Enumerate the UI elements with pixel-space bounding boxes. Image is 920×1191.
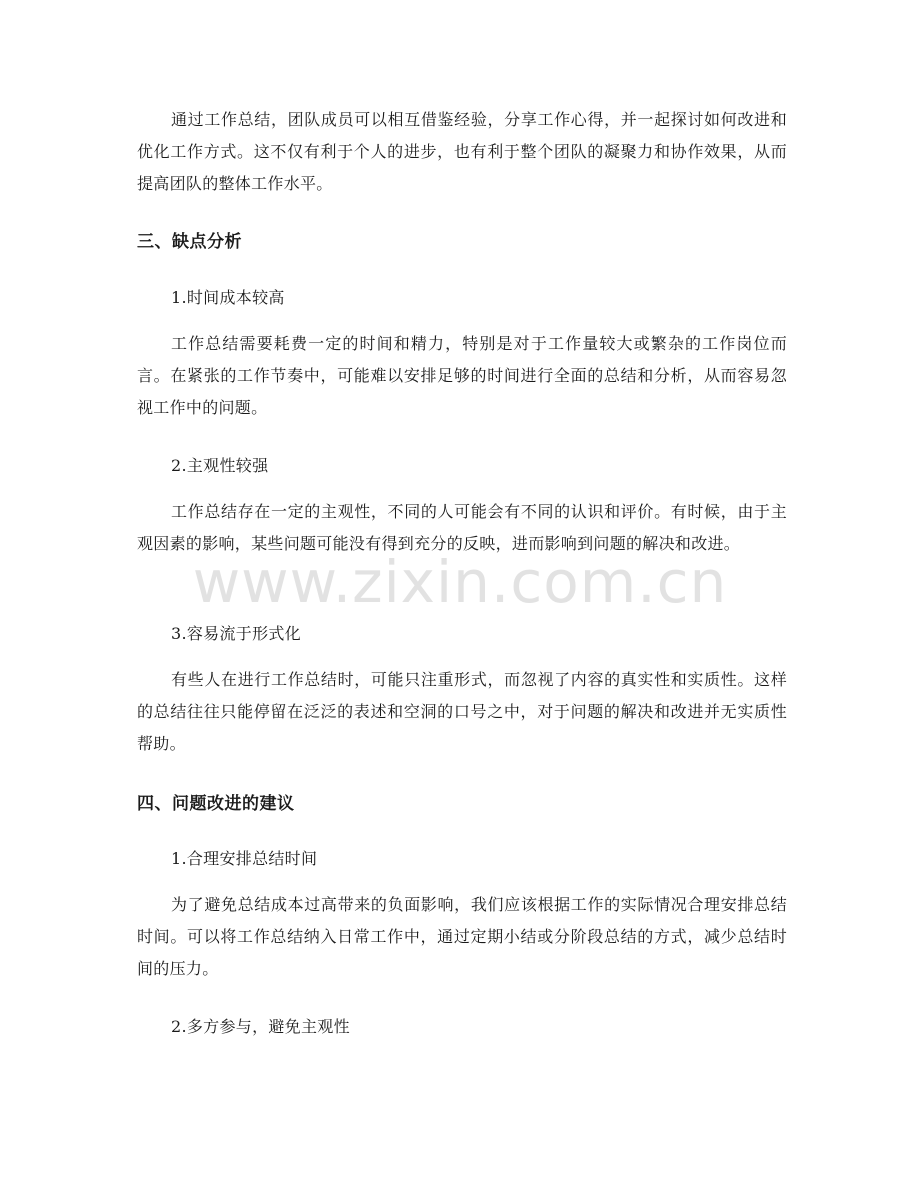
watermark-text: www.zixin.com.cn	[192, 548, 728, 616]
subheading-4-2: 2.多方参与，避免主观性	[171, 1017, 350, 1036]
paragraph-3-1: 工作总结需要耗费一定的时间和精力，特别是对于工作量较大或繁杂的工作岗位而言。在紧张的工作节奏中，可能难以安排足够的时间进行全面的总结和分析，从而容易忽视工作中的问题。	[137, 334, 787, 417]
paragraph-4-1: 为了避免总结成本过高带来的负面影响，我们应该根据工作的实际情况合理安排总结时间。可以将工作总结纳入日常工作中，通过定期小结或分阶段总结的方式，减少总结时间的压力。	[137, 895, 787, 978]
paragraph-3-3: 有些人在进行工作总结时，可能只注重形式，而忽视了内容的真实性和实质性。这样的总结往往只能停留在泛泛的表述和空洞的口号之中，对于问题的解决和改进并无实质性帮助。	[137, 670, 787, 753]
subheading-3-3: 3.容易流于形式化	[171, 624, 301, 643]
paragraph-3-2: 工作总结存在一定的主观性，不同的人可能会有不同的认识和评价。有时候，由于主观因素的影响，某些问题可能没有得到充分的反映，进而影响到问题的解决和改进。	[137, 502, 787, 553]
section-heading-3: 三、缺点分析	[137, 232, 242, 252]
subheading-4-1: 1.合理安排总结时间	[171, 849, 318, 868]
intro-paragraph: 通过工作总结，团队成员可以相互借鉴经验，分享工作心得，并一起探讨如何改进和优化工作方式。这不仅有利于个人的进步，也有利于整个团队的凝聚力和协作效果，从而提高团队的整体工作水平。	[137, 110, 787, 193]
subheading-3-1: 1.时间成本较高	[171, 288, 285, 307]
subheading-3-2: 2.主观性较强	[171, 456, 269, 475]
section-heading-4: 四、问题改进的建议	[137, 794, 295, 814]
